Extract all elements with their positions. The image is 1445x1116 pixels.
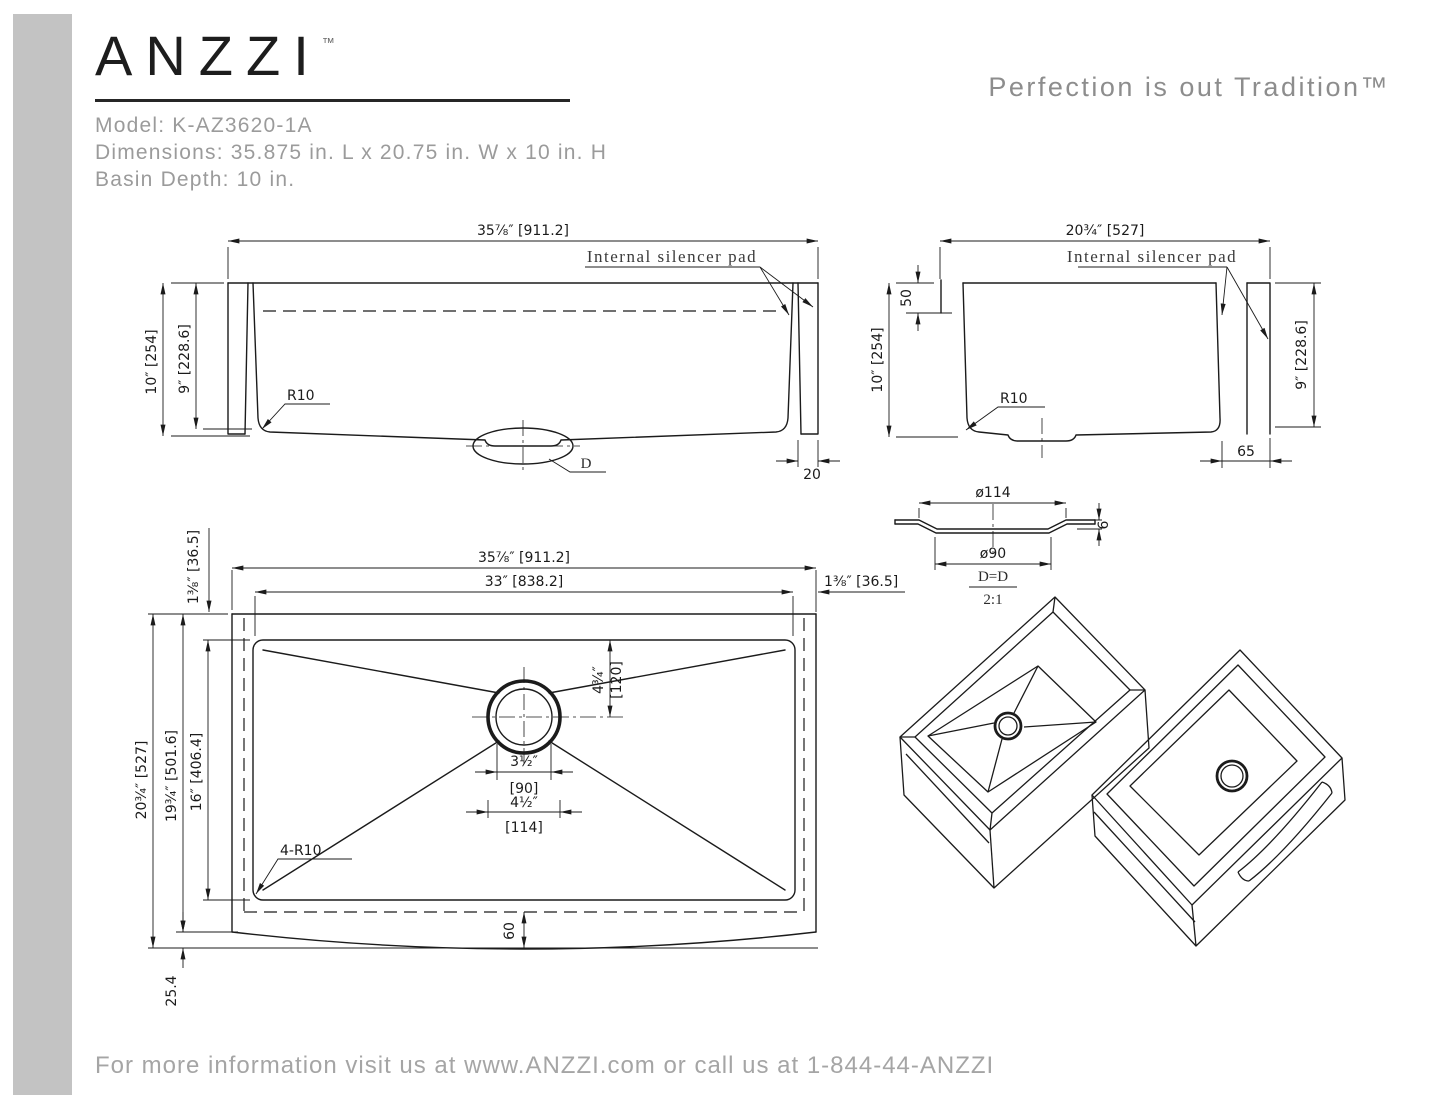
top-depth-dim: 20¾″ [527] <box>134 740 150 820</box>
iso-bottom-drain-inner <box>1221 765 1243 787</box>
top-mid-depth-dim: 19¾″ [501.6] <box>164 729 180 823</box>
drain-detail-view <box>895 485 1112 608</box>
top-offset-right-dim: 1⅜″ [36.5] <box>824 574 899 590</box>
basin-depth-line: Basin Depth: 10 in. <box>95 168 296 191</box>
side-view <box>870 223 1321 468</box>
front-width-dim: 35⅞″ [911.2] <box>476 223 570 239</box>
side-lip-dim: 50 <box>899 289 915 307</box>
side-view-outline <box>941 280 1270 458</box>
iso-top-drain-inner <box>999 717 1017 735</box>
footer-contact-line: For more information visit us at www.ANZZI.com or call us at 1-844-44-ANZZI <box>95 1052 995 1079</box>
top-basin-depth-dim: 16″ [406.4] <box>189 732 205 812</box>
top-view <box>134 528 905 1007</box>
top-drain-outer-mm: [114] <box>505 820 543 836</box>
top-offset-left-dim: 1⅜″ [36.5] <box>186 529 202 605</box>
side-height-dim: 10″ [254] <box>870 327 886 393</box>
top-corner-radius-label: 4-R10 <box>280 843 322 859</box>
drain-detail-title: D=D <box>977 569 1009 585</box>
top-width-dim: 35⅞″ [911.2] <box>477 550 571 566</box>
drain-detail-scale: 2:1 <box>983 592 1003 608</box>
front-radius-label: R10 <box>287 388 315 404</box>
front-inner-height-dim: 9″ [228.6] <box>177 324 193 394</box>
front-view-dimensions <box>144 223 840 483</box>
front-detail-label: D <box>580 456 592 472</box>
top-drain-offset-in: 4¾″ <box>591 666 607 694</box>
brand-logo-text: ANZZI <box>95 24 322 87</box>
drain-depth-dim: 6 <box>1096 520 1112 530</box>
side-inner-height-dim: 9″ [228.6] <box>1294 320 1310 390</box>
isometric-top-view <box>900 597 1149 888</box>
trademark-symbol: ™ <box>321 35 335 50</box>
top-inner-width-dim: 33″ [838.2] <box>484 574 564 590</box>
front-height-dim: 10″ [254] <box>144 329 160 395</box>
top-drain-outer-in: 4½″ <box>510 795 538 811</box>
side-silencer-pad-label: Internal silencer pad <box>1066 247 1238 266</box>
front-flange-dim: 20 <box>803 467 821 483</box>
side-radius-label: R10 <box>1000 391 1028 407</box>
top-overhang-dim: 25.4 <box>164 975 180 1007</box>
top-drain-offset-mm: [120] <box>609 661 625 699</box>
side-view-dimensions <box>870 223 1321 468</box>
front-view <box>144 223 840 483</box>
drain-detail-dimensions <box>919 485 1112 608</box>
drain-inner-dia-dim: ø90 <box>979 546 1007 562</box>
model-line: Model: K-AZ3620-1A <box>95 114 313 137</box>
brand-tagline: Perfection is out Tradition™ <box>988 72 1390 102</box>
top-drain-inner-mm: [90] <box>509 781 539 797</box>
drain-outer-dia-dim: ø114 <box>975 485 1011 501</box>
dimensions-line: Dimensions: 35.875 in. L x 20.75 in. W x 10 in. H <box>95 141 608 164</box>
front-silencer-pad-label: Internal silencer pad <box>586 247 758 266</box>
top-apron-dim: 60 <box>502 922 518 940</box>
top-drain-inner-in: 3½″ <box>510 754 538 770</box>
isometric-bottom-view <box>1092 650 1345 946</box>
front-view-outline <box>228 283 818 474</box>
side-width-dim: 20¾″ [527] <box>1065 223 1145 239</box>
side-apron-dim: 65 <box>1237 444 1255 460</box>
